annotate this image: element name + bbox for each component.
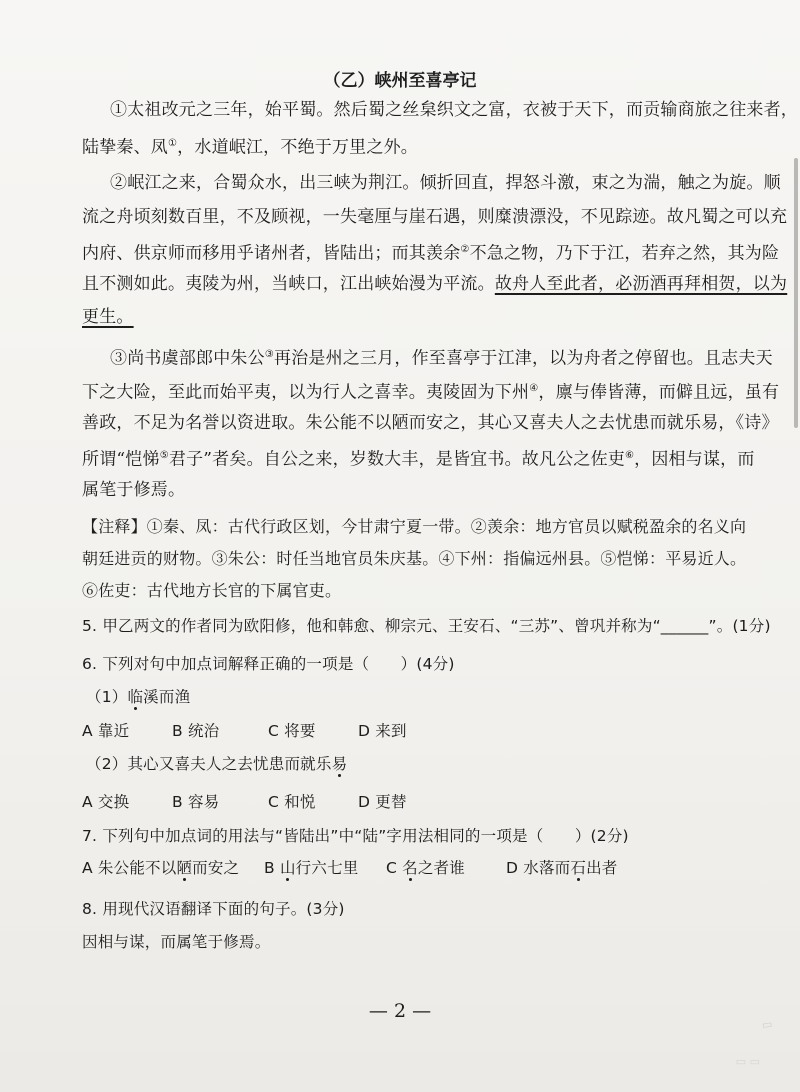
- scrollbar-thumb[interactable]: [794, 158, 798, 428]
- option-d[interactable]: D 来到: [358, 722, 407, 740]
- option-b[interactable]: B 容易: [172, 793, 220, 811]
- option-b[interactable]: [264, 856, 358, 880]
- para3-line4: [82, 444, 755, 472]
- dotted-word: 易: [331, 755, 348, 773]
- option-text: C: [386, 859, 403, 877]
- sub1-text: 溪而渔: [143, 688, 191, 706]
- option-text: 出者: [586, 859, 618, 877]
- watermark-mark: ▭ ▭: [735, 1055, 760, 1068]
- para3-line2-text: 下之大险，至此而始平夷，以为行人之喜幸。夷陵固为下州: [82, 382, 530, 403]
- option-a[interactable]: A 靠近: [82, 722, 130, 740]
- dotted-word: 山: [279, 859, 296, 877]
- note-marker: ①: [168, 138, 178, 149]
- option-c[interactable]: C 将要: [268, 722, 316, 740]
- sub2-text: （2）其心又喜夫人之去忧患而就乐: [86, 755, 332, 773]
- para3-line4-text: 君子”者矣。自公之来，岁数大丰，是皆宜书。故凡公之佐吏: [168, 449, 625, 470]
- notes-line3: ⑥佐吏：古代地方长官的下属官吏。: [82, 581, 342, 600]
- option-d[interactable]: D 更替: [358, 793, 407, 811]
- option-b[interactable]: B 统治: [172, 722, 220, 740]
- dotted-word: 石: [570, 859, 587, 877]
- option-c[interactable]: C 和悦: [268, 793, 316, 811]
- para3-line2-text: ，廪与俸皆薄，而僻且远，虽有: [538, 382, 780, 403]
- para2-line3-text: 不急之物，乃下于江，若弃之然，其为险: [469, 243, 780, 264]
- question-6-stem: 6. 下列对句中加点词解释正确的一项是（ ）(4分): [82, 655, 455, 673]
- option-c[interactable]: [386, 856, 465, 880]
- page-number: — 2 —: [368, 1000, 432, 1022]
- option-text: D 水落而: [506, 859, 571, 877]
- watermark-mark: ▭: [760, 1017, 773, 1032]
- option-text: 之者谁: [417, 859, 465, 877]
- question-6-sub2: [86, 752, 347, 776]
- dotted-word: 临: [127, 688, 144, 706]
- note-marker: ④: [529, 383, 539, 394]
- question-8-sentence: 因相与谋，而属笔于修焉。: [82, 933, 271, 951]
- question-5: 5. 甲乙两文的作者同为欧阳修，他和韩愈、柳宗元、王安石、“三苏”、曾巩并称为“______”。(1分): [82, 617, 771, 635]
- option-text: A 朱公能不以: [82, 859, 177, 877]
- note-marker: ⑤: [159, 450, 169, 461]
- para1-line2-text: 陆挚秦、凤: [82, 137, 168, 158]
- para2-line4-text: 且不测如此。夷陵为州，当峡口，江出峡始漫为平流。: [82, 274, 495, 294]
- notes-line1: 【注释】①秦、凤：古代行政区划，今甘肃宁夏一带。②羡余：地方官员以赋税盈余的名义向: [82, 517, 747, 536]
- option-a[interactable]: A 交换: [82, 793, 130, 811]
- note-marker: ③: [264, 349, 274, 360]
- note-marker: ⑥: [624, 450, 635, 461]
- para2-line4: [82, 272, 787, 296]
- option-text: 而安之: [192, 859, 240, 877]
- para3-line1: [110, 343, 773, 371]
- question-6-sub1: [86, 685, 190, 709]
- sub1-text: （1）: [86, 688, 128, 706]
- question-7-stem: 7. 下列句中加点词的用法与“皆陆出”中“陆”字用法相同的一项是（ ）(2分): [82, 827, 629, 845]
- para2-line1: ②岷江之来，合蜀众水，出三峡为荆江。倾折回直，捍怒斗激，束之为湍，触之为旋。顺: [110, 173, 781, 193]
- para3-line1-text: ③尚书虞部郎中朱公: [110, 348, 265, 369]
- option-text: 行六七里: [295, 859, 359, 877]
- para1-line2: [82, 132, 418, 160]
- para3-line5: 属笔于修焉。: [82, 480, 186, 500]
- passage-title: （乙）峡州至喜亭记: [323, 71, 477, 91]
- para2-line3-text: 内府、供京师而移用乎诸州者，皆陆出；而其羡余: [82, 243, 461, 264]
- question-8-stem: 8. 用现代汉语翻译下面的句子。(3分): [82, 900, 345, 918]
- para2-line5: [82, 305, 134, 329]
- para3-line4-text: 所谓“恺悌: [82, 449, 160, 470]
- para3-line1-text: 再治是州之三月，作至喜亭于江津，以为舟者之停留也。且志夫天: [273, 348, 773, 369]
- para3-line3: 善政，不足为名誉以资进取。朱公能不以陋而安之，其心又喜夫人之去忧患而就乐易，《诗》: [82, 413, 779, 433]
- underlined-sentence-end: 更生。: [82, 307, 134, 327]
- para2-line2: 流之舟顷刻数百里，不及顾视，一失毫厘与崖石遇，则糜溃漂没，不见踪迹。故凡蜀之可以充: [82, 207, 788, 227]
- option-d[interactable]: [506, 856, 617, 880]
- dotted-word: 陋: [176, 859, 193, 877]
- para1-line2-text: ，水道岷江，不绝于万里之外。: [177, 137, 418, 158]
- option-a[interactable]: [82, 856, 239, 880]
- notes-line2: 朝廷进贡的财物。③朱公：时任当地官员朱庆基。④下州：指偏远州县。⑤恺悌：平易近人。: [82, 549, 747, 568]
- para2-line3: [82, 238, 779, 266]
- dotted-word: 名: [402, 859, 418, 877]
- option-text: B: [264, 859, 280, 877]
- note-marker: ②: [460, 244, 470, 255]
- para3-line4-text: ，因相与谋，而: [634, 449, 755, 470]
- para3-line2: [82, 377, 779, 405]
- para1-line1: ①太祖改元之三年，始平蜀。然后蜀之丝枲织文之富，衣被于天下，而贡输商旅之往来者，: [110, 100, 798, 120]
- underlined-sentence: 故舟人至此者，必沥酒再拜相贺，以为: [494, 274, 788, 294]
